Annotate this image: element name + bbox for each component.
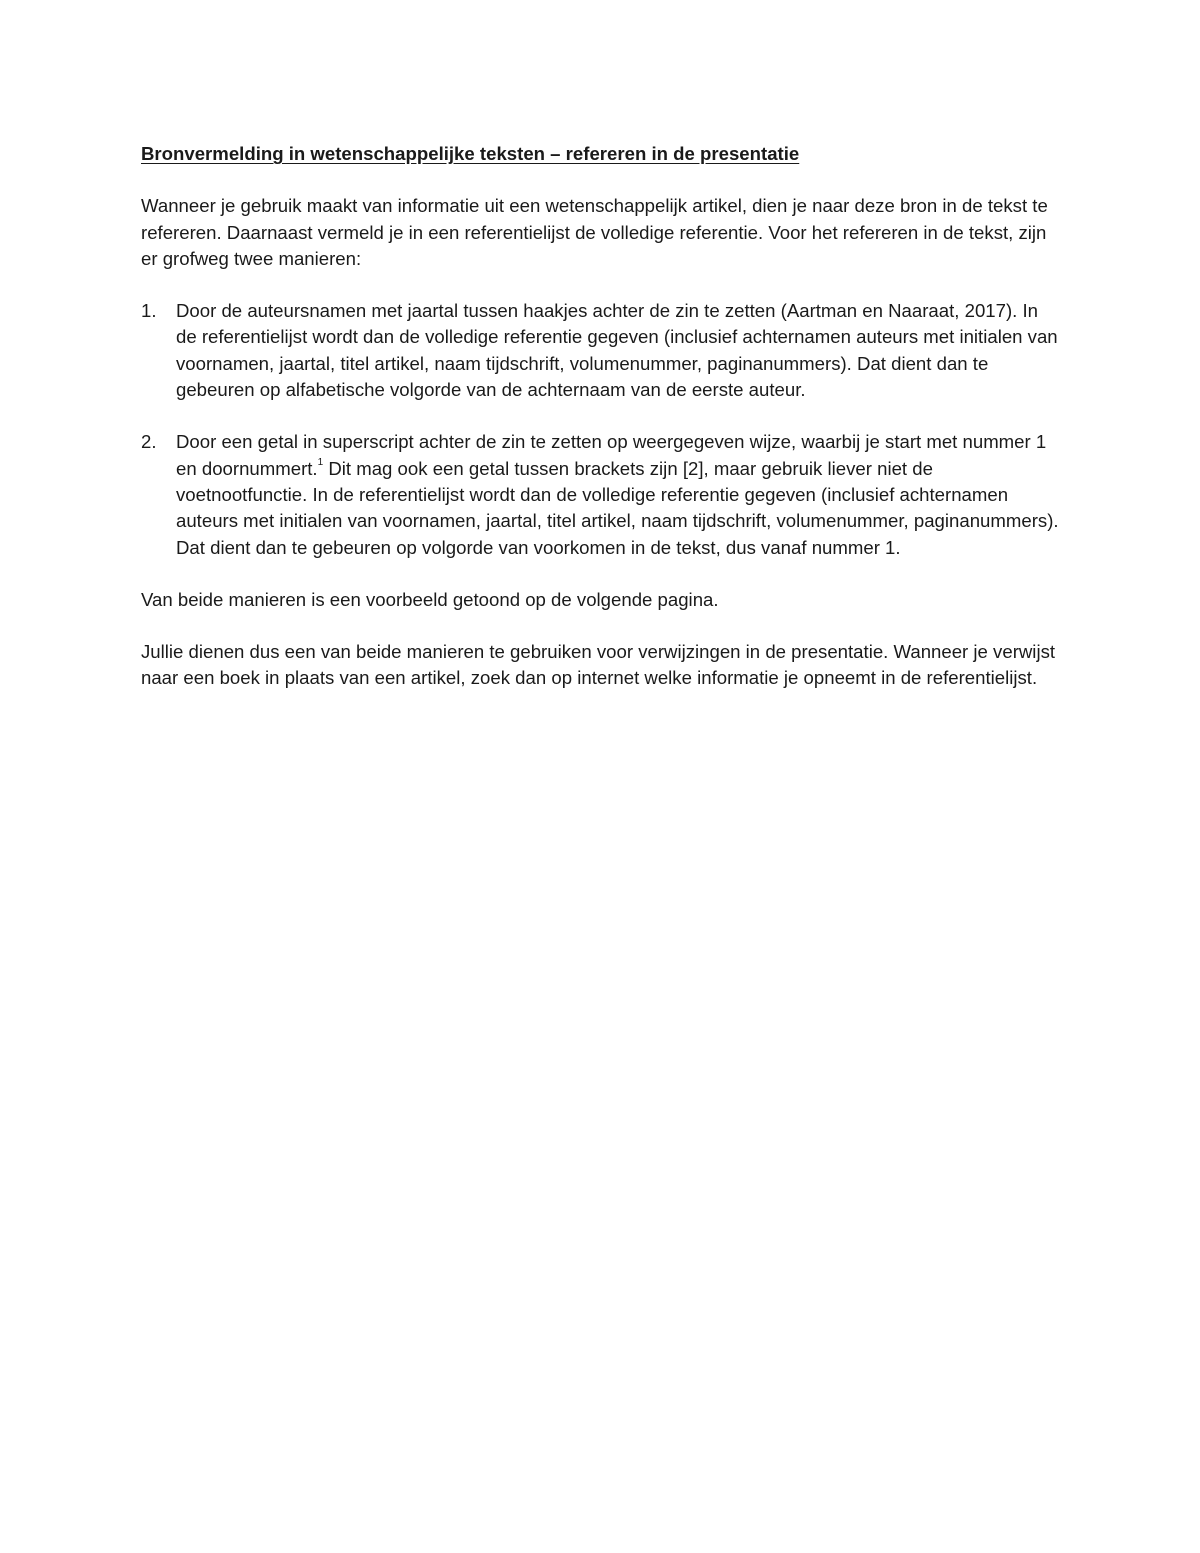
list-item (141, 429, 1061, 560)
methods-list (141, 298, 1061, 561)
list-item-text (176, 431, 1059, 557)
document-title: Bronvermelding in wetenschappelijke teksten – refereren in de presentatie (141, 143, 800, 164)
intro-paragraph: Wanneer je gebruik maakt van informatie uit een wetenschappelijk artikel, dien je naar deze bron in de tekst te refereren. Daarnaast vermeld je in een referentielijst de volledige referentie. Voor het refereren in de tekst, zijn er grofweg twee manieren: (141, 195, 1048, 269)
example-paragraph: Van beide manieren is een voorbeeld getoond op de volgende pagina. (141, 588, 719, 610)
list-item-number: 1. (141, 300, 157, 322)
list-item-number: 2. (141, 431, 157, 453)
closing-paragraph: Jullie dienen dus een van beide manieren te gebruiken voor verwijzingen in de presentatie. Wanneer je verwijst naar een boek in plaats van een artikel, zoek dan op internet welke informatie je opneemt in de referentielijst. (141, 641, 1056, 689)
document-page (141, 141, 1061, 718)
list-item-text: Door de auteursnamen met jaartal tussen haakjes achter de zin te zetten (Aartman en Naaraat, 2017). In de referentielijst wordt dan de volledige referentie gegeven (inclusief achternamen auteurs met initialen van voornamen, jaartal, titel artikel, naam tijdschrift, volumenummer, paginanummers). Dat dient dan te gebeuren op alfabetische volgorde van de achternaam van de eerste auteur. (176, 300, 1058, 401)
list-item-text-before-superscript: Door een getal in superscript achter de zin te zetten op weergegeven wijze, waarbij je start met nummer 1 en doornummert. (176, 431, 1047, 479)
list-item (141, 298, 1061, 403)
list-item-text-after-superscript: Dit mag ook een getal tussen brackets zijn [2], maar gebruik liever niet de voetnootfunctie. In de referentielijst wordt dan de volledige referentie gegeven (inclusief achternamen auteurs met initialen van voornamen, jaartal, titel artikel, naam tijdschrift, volumenummer, paginanummers). Dat dient dan te gebeuren op volgorde van voorkomen in de tekst, dus vanaf nummer 1. (176, 457, 1059, 558)
superscript-reference: 1 (317, 457, 324, 469)
